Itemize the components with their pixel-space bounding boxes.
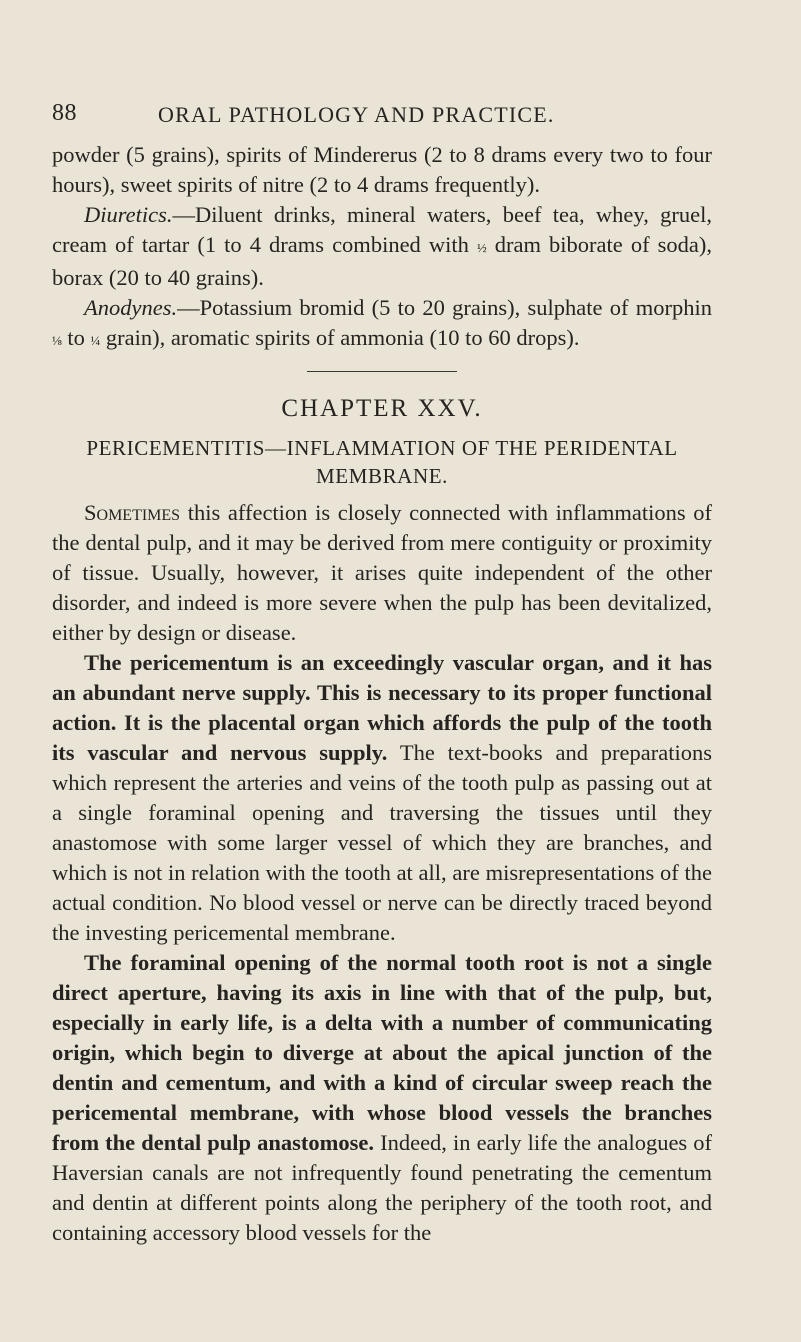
diuretics-label: Diuretics. [84,202,173,227]
fraction-half: ½ [476,240,487,255]
paragraph-foraminal: The foraminal opening of the normal tooth root is not a single direct aperture, having its axis in line with that of the pulp, but, especially in early life, is a delta with a number of communicating origin, which begin to diverge at about the apical junction of the dentin and cementum, and with a kind of circular sweep reach the pericemental membrane, with whose blood vessels the branches from the dental pulp anastomose. Indeed, in early life the analogues of Haversian canals are not infrequently found penetrating the cementum and dentin at different points along the periphery of the tooth root, and containing accessory blood vessels for the [52,950,712,1245]
page-number: 88 [52,100,77,126]
paragraph-continued: powder (5 grains), spirits of Mindererus (2 to 8 drams every two to four hours), sweet spirits of nitre (2 to 4 drams frequently). [52,142,712,197]
fraction-quarter: ¼ [90,333,101,348]
section-divider [307,371,457,372]
paragraph-sometimes: Sometimes this affection is closely connected with inflammations of the dental pulp, and it may be derived from mere contiguity or proximity of tissue. Usually, however, it arises quite independent of the other disorder, and indeed is more severe when the pulp has been devitalized, either by design or disease. [52,500,712,645]
fraction-eighth: ⅛ [52,333,62,348]
bold-emphasis: The foraminal opening of the normal tooth root is not a single direct aperture, having its axis in line with that of the pulp, but, especially in early life, is a delta with a number of communicating origin, which begin to diverge at about the apical junction of the dentin and cementum, and with a kind of circular sweep reach the pericemental membrane, with whose blood vessels the branches from the dental pulp anastomose. [52,950,712,1155]
paragraph-diuretics: Diuretics.—Diluent drinks, mineral waters, beef tea, whey, gruel, cream of tartar (1 to 4 drams combined with ½ dram biborate of soda), borax (20 to 40 grains). [52,202,712,290]
paragraph-pericementum: The pericementum is an exceedingly vascular organ, and it has an abundant nerve supply. This is necessary to its proper functional action. It is the placental organ which affords the pulp of the tooth its vascular and nervous supply. The text-books and preparations which represent the arteries and veins of the tooth pulp as passing out at a single foraminal opening and traversing the tissues until they anastomose with some larger vessel of which they are branches, and which is not in relation with the tooth at all, are misrepresentations of the actual condition. No blood vessel or nerve can be directly traced beyond the investing pericemental membrane. [52,650,712,945]
small-caps-lead: Sometimes [84,500,181,525]
chapter-heading: CHAPTER XXV. [281,395,483,422]
chapter-title: PERICEMENTITIS—INFLAMMATION OF THE PERIDENTAL MEMBRANE. [86,436,678,488]
anodynes-label: Anodynes. [84,295,178,320]
paragraph-anodynes: Anodynes.—Potassium bromid (5 to 20 grains), sulphate of morphin ⅛ to ¼ grain), aromatic spirits of ammonia (10 to 60 drops). [52,295,712,350]
page-body [52,140,712,1248]
bold-emphasis: The pericementum is an exceedingly vascular organ, and it has an abundant nerve supply. This is necessary to its proper functional action. It is the placental organ which affords the pulp of the tooth its vascular and nervous supply. [52,650,712,765]
running-title: ORAL PATHOLOGY AND PRACTICE. [158,102,555,127]
